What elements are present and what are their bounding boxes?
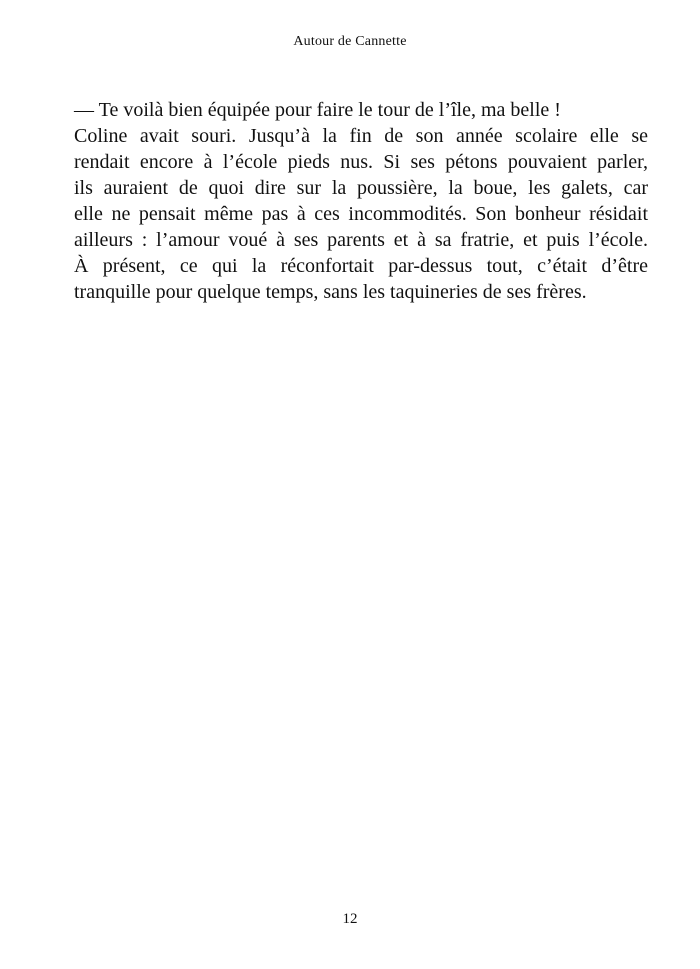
running-header: Autour de Cannette [293,34,407,49]
text-line: À présent, ce qui la réconfortait par-dessus tout, c’était d’être [74,255,648,277]
body-text [54,97,648,305]
text-line: rendait encore à l’école pieds nus. Si ses pétons pouvaient parler, [74,151,648,173]
paragraph-narration [54,123,648,305]
text-line: ailleurs : l’amour voué à ses parents et à sa fratrie, et puis l’école. [74,229,648,251]
text-line: ils auraient de quoi dire sur la poussière, la boue, les galets, car [74,177,648,199]
text-line: Coline avait souri. Jusqu’à la fin de son année scolaire elle se [74,125,648,147]
text-line: — Te voilà bien équipée pour faire le tour de l’île, ma belle ! [74,99,561,121]
text-line: tranquille pour quelque temps, sans les taquineries de ses frères. [74,281,587,303]
page-number: 12 [342,911,358,927]
paragraph-dialogue [54,97,648,123]
text-line: elle ne pensait même pas à ces incommodités. Son bonheur résidait [74,203,648,225]
